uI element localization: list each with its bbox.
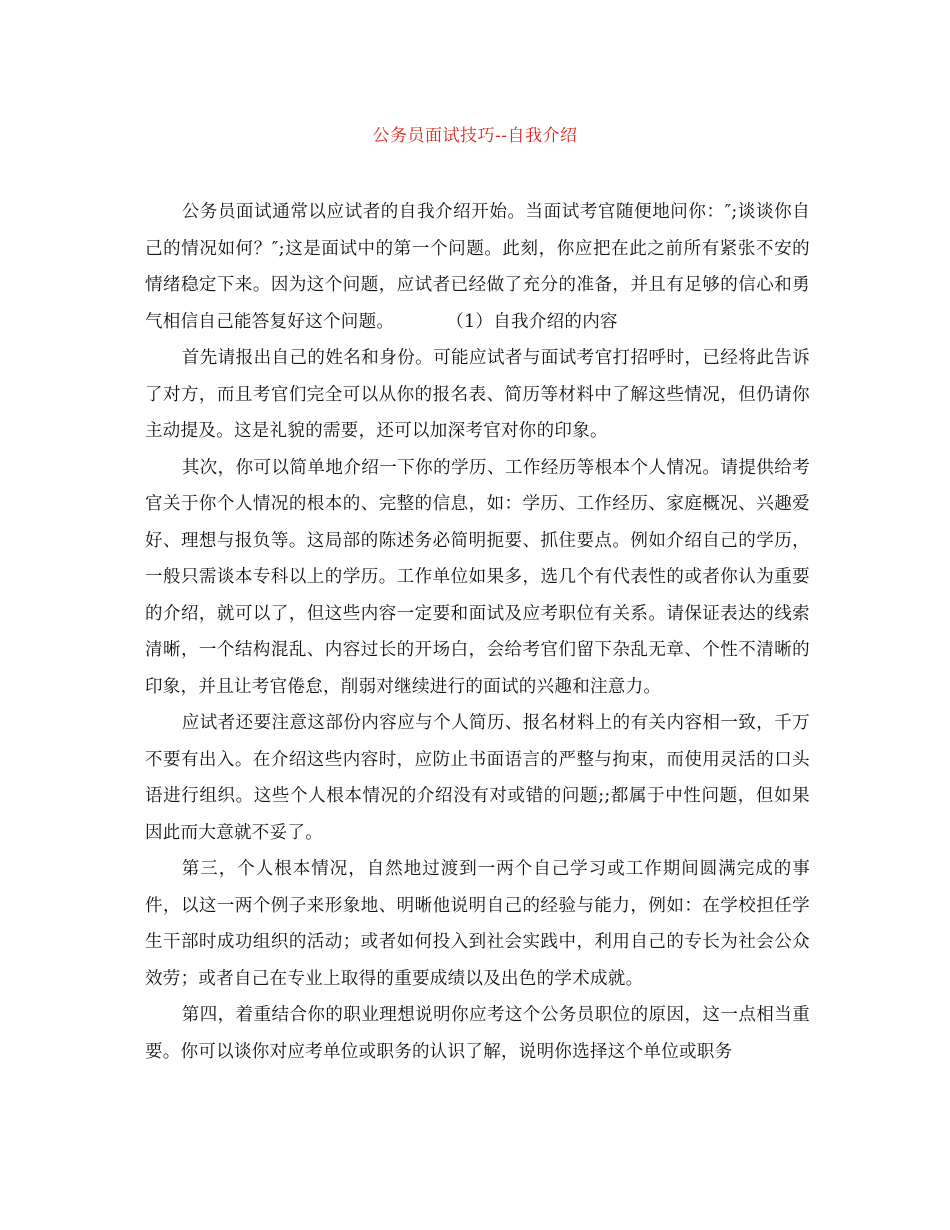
section-heading: （1）自我介绍的内容 bbox=[446, 311, 618, 332]
document-title: 公务员面试技巧--自我介绍 bbox=[372, 126, 578, 146]
paragraph-intro bbox=[145, 194, 810, 340]
paragraph: 第四，着重结合你的职业理想说明你应考这个公务员职位的原因，这一点相当重要。你可以谈你对应考单位或职务的认识了解，说明你选择这个单位或职务 bbox=[145, 1005, 810, 1062]
document-body bbox=[145, 194, 810, 1070]
paragraph: 第三，个人根本情况，自然地过渡到一两个自己学习或工作期间圆满完成的事件，以这一两个例子来形象地、明晰他说明自己的经验与能力，例如：在学校担任学生干部时成功组织的活动；或者如何投入到社会实践中，利用自己的专长为社会公众效劳；或者自己在专业上取得的重要成绩以及出色的学术成就。 bbox=[145, 859, 810, 989]
paragraph: 其次，你可以简单地介绍一下你的学历、工作经历等根本个人情况。请提供给考官关于你个人情况的根本的、完整的信息，如：学历、工作经历、家庭概况、兴趣爱好、理想与报负等。这局部的陈述务必简明扼要、抓住要点。例如介绍自己的学历，一般只需谈本专科以上的学历。工作单位如果多，选几个有代表性的或者你认为重要的介绍，就可以了，但这些内容一定要和面试及应考职位有关系。请保证表达的线索清晰，一个结构混乱、内容过长的开场白，会给考官们留下杂乱无章、个性不清晰的印象，并且让考官倦怠，削弱对继续进行的面试的兴趣和注意力。 bbox=[145, 457, 810, 697]
paragraph-intro-text: 公务员面试通常以应试者的自我介绍开始。当面试考官随便地问你：″;谈谈你自己的情况如何？″;这是面试中的第一个问题。此刻，你应把在此之前所有紧张不安的情绪稳定下来。因为这个问题，应试者已经做了充分的准备，并且有足够的信心和勇气相信自己能答复好这个问题。 bbox=[145, 202, 810, 332]
paragraph: 应试者还要注意这部份内容应与个人简历、报名材料上的有关内容相一致，千万不要有出入。在介绍这些内容时，应防止书面语言的严整与拘束，而使用灵活的口头语进行组织。这些个人根本情况的介绍没有对或错的问题;;都属于中性问题，但如果因此而大意就不妥了。 bbox=[145, 713, 810, 843]
paragraph: 首先请报出自己的姓名和身份。可能应试者与面试考官打招呼时，已经将此告诉了对方，而且考官们完全可以从你的报名表、简历等材料中了解这些情况，但仍请你主动提及。这是礼貌的需要，还可以加深考官对你的印象。 bbox=[145, 348, 810, 441]
